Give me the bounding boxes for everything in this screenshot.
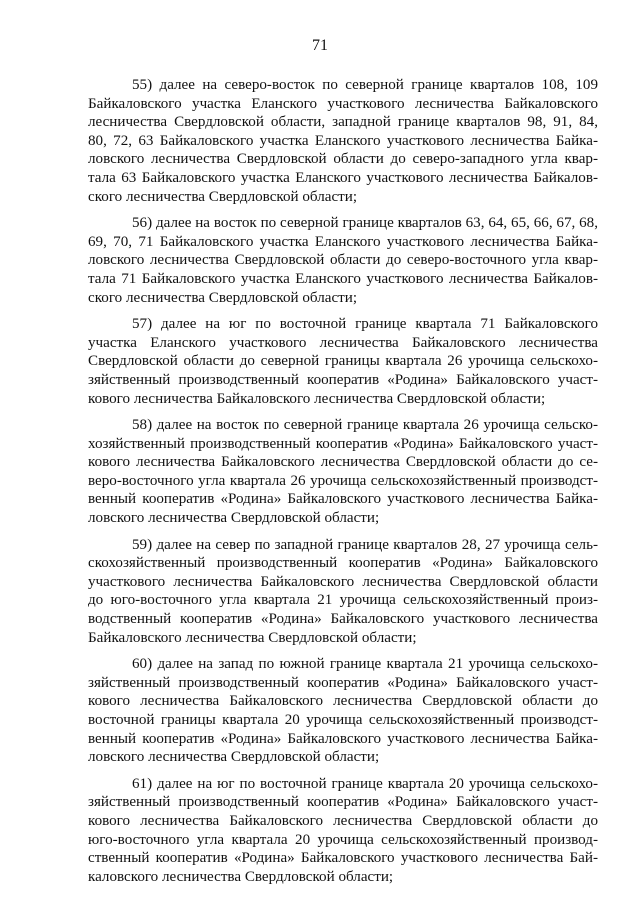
text-line: 61) далее на юг по восточной границе квартала 20 урочища сельскохо- xyxy=(132,775,598,792)
paragraph-57 xyxy=(88,315,598,408)
text-line: каловского лесничества Свердловской области; xyxy=(88,868,394,885)
text-line: ловского лесничества Свердловской области; xyxy=(88,749,380,766)
text-line: Байкаловского лесничества Свердловской области; xyxy=(88,629,417,646)
page-number: 71 xyxy=(312,37,328,54)
text-line: 56) далее на восток по северной границе кварталов 63, 64, 65, 66, 67, 68, xyxy=(132,215,598,232)
text-line: восточной границы квартала 20 урочища сельскохозяйственный производст- xyxy=(88,712,598,728)
text-line: 57) далее на юг по восточной границе квартала 71 Байкаловского xyxy=(132,316,598,333)
text-line: ского лесничества Свердловской области; xyxy=(88,188,358,205)
text-line: венный кооператив «Родина» Байкаловского участкового лесничества Байка- xyxy=(88,730,598,747)
document-body xyxy=(88,76,598,894)
text-line: тала 63 Байкаловского участка Еланского участкового лесничества Байкалов- xyxy=(88,169,598,186)
text-line: ловского лесничества Свердловской области до северо-западного угла квар- xyxy=(88,151,598,168)
text-line: скохозяйственный производственный кооператив «Родина» Байкаловского xyxy=(88,555,598,572)
text-line: юго-восточного угла квартала 20 урочища сельскохозяйственный производ- xyxy=(88,831,598,848)
text-line: ского лесничества Свердловской области; xyxy=(88,289,358,306)
text-line: зяйственный производственный кооператив «Родина» Байкаловского участ- xyxy=(88,371,598,388)
paragraph-59 xyxy=(88,536,598,648)
paragraph-55 xyxy=(88,76,598,206)
text-line: ловского лесничества Свердловской области до северо-восточного угла квар- xyxy=(88,252,598,269)
text-line: 55) далее на северо-восток по северной границе кварталов 108, 109 xyxy=(132,77,598,93)
text-line: участка Еланского участкового лесничества Байкаловского лесничества xyxy=(88,334,598,351)
paragraph-56 xyxy=(88,214,598,307)
text-line: 69, 70, 71 Байкаловского участка Еланского участкового лесничества Байка- xyxy=(88,233,598,250)
text-line: зяйственный производственный кооператив «Родина» Байкаловского участ- xyxy=(88,674,598,691)
text-line: зяйственный производственный кооператив «Родина» Байкаловского участ- xyxy=(88,794,598,811)
text-line: кового лесничества Байкаловского лесничества Свердловской области; xyxy=(88,390,546,407)
text-line: венный кооператив «Родина» Байкаловского участкового лесничества Байка- xyxy=(88,491,598,508)
text-line: водственный кооператив «Родина» Байкаловского участкового лесничества xyxy=(88,611,598,628)
text-line: до юго-восточного угла квартала 21 урочища сельскохозяйственный произ- xyxy=(88,592,598,609)
text-line: веро-восточного угла квартала 26 урочища сельскохозяйственный производст- xyxy=(88,472,598,489)
text-line: кового лесничества Байкаловского лесничества Свердловской области до xyxy=(88,812,598,829)
text-line: 59) далее на север по западной границе кварталов 28, 27 урочища сель- xyxy=(132,536,598,553)
paragraph-58 xyxy=(88,416,598,528)
text-line: Свердловской области до северной границы квартала 26 урочища сельскохо- xyxy=(88,353,598,370)
text-line: тала 71 Байкаловского участка Еланского участкового лесничества Байкалов- xyxy=(88,270,598,287)
text-line: 58) далее на восток по северной границе квартала 26 урочища сельско- xyxy=(132,417,598,434)
text-line: Байкаловского участка Еланского участкового лесничества Байкаловского xyxy=(88,95,598,112)
text-line: хозяйственный производственный кооператив «Родина» Байкаловского участ- xyxy=(88,435,598,452)
text-line: 80, 72, 63 Байкаловского участка Еланского участкового лесничества Байка- xyxy=(88,132,598,149)
text-line: участкового лесничества Байкаловского лесничества Свердловской области xyxy=(88,573,598,590)
text-line: 60) далее на запад по южной границе квартала 21 урочища сельскохо- xyxy=(132,656,598,673)
text-line: ственный кооператив «Родина» Байкаловского участкового лесничества Бай- xyxy=(88,850,598,867)
paragraph-60 xyxy=(88,655,598,767)
paragraph-61 xyxy=(88,775,598,887)
text-line: лесничества Свердловской области, западной границе кварталов 98, 91, 84, xyxy=(88,114,598,131)
text-line: кового лесничества Байкаловского лесничества Свердловской области до xyxy=(88,693,598,710)
text-line: кового лесничества Байкаловского лесничества Свердловской области до се- xyxy=(88,454,598,471)
text-line: ловского лесничества Свердловской области; xyxy=(88,510,380,527)
